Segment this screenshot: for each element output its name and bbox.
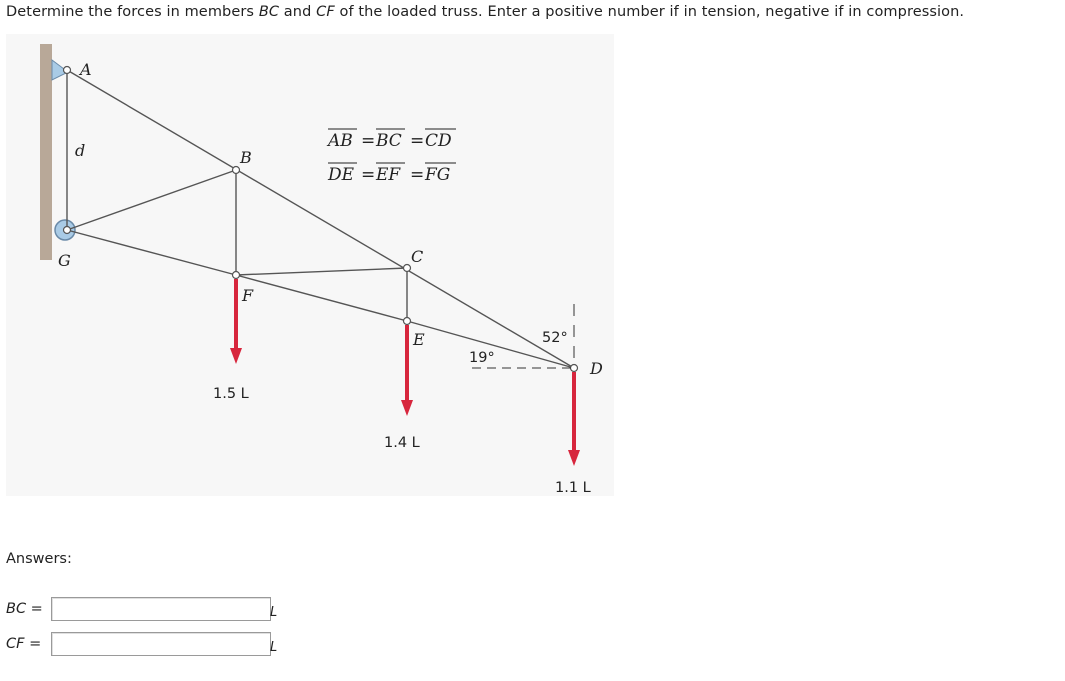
eq2-b: EF — [376, 165, 401, 185]
load-label-f: 1.5 L — [213, 386, 249, 402]
eq2-a: DE — [328, 165, 355, 185]
question-text — [6, 4, 964, 20]
answer-unit-bc: L — [270, 605, 278, 620]
joint-a — [64, 67, 71, 74]
angle-19-label: 19° — [469, 350, 495, 366]
member-cf — [236, 268, 407, 275]
eq1-b: BC — [376, 131, 402, 151]
eq2-c: FG — [425, 165, 451, 185]
label-d: D — [590, 359, 603, 378]
answer-label-cf — [6, 636, 41, 652]
truss-diagram — [6, 34, 614, 496]
question-part: and — [279, 4, 317, 20]
answer-input-cf[interactable] — [51, 632, 271, 656]
answer-label-equals: = — [24, 636, 42, 652]
label-a: A — [80, 60, 92, 79]
member-gf — [67, 230, 236, 275]
answer-unit-cf: L — [270, 640, 278, 655]
eq1-equals-2: = — [410, 131, 425, 151]
label-b: B — [240, 148, 252, 167]
eq1-c: CD — [425, 131, 452, 151]
label-c: C — [411, 247, 424, 266]
answer-input-bc[interactable] — [51, 597, 271, 621]
answers-heading: Answers: — [6, 551, 72, 567]
wall — [40, 44, 52, 260]
question-part: Determine the forces in members — [6, 4, 259, 20]
truss-figure — [6, 34, 614, 496]
answer-label-equals: = — [26, 601, 43, 617]
answer-label-text: CF — [6, 636, 25, 652]
member-fe — [236, 275, 407, 321]
eq2-equals-2: = — [410, 165, 425, 185]
label-e: E — [413, 330, 425, 349]
joint-f — [233, 272, 240, 279]
label-d-dimension: d — [75, 141, 86, 160]
angle-52-label: 52° — [542, 330, 568, 346]
member-bc-ref: BC — [258, 4, 280, 20]
joint-g — [64, 227, 71, 234]
answer-label-bc — [6, 601, 43, 617]
member-cf-ref: CF — [316, 4, 335, 20]
joint-labels — [58, 60, 603, 378]
load-label-d: 1.1 L — [555, 480, 591, 496]
label-f: F — [242, 286, 254, 305]
truss-members — [67, 70, 574, 368]
joint-e — [404, 318, 411, 325]
joint-d — [571, 365, 578, 372]
question-part: of the loaded truss. Enter a positive number if in tension, negative if in compression. — [334, 4, 965, 20]
joint-c — [404, 265, 411, 272]
load-arrowhead-d — [568, 450, 580, 466]
label-g: G — [58, 251, 71, 270]
eq1-a: AB — [328, 131, 353, 151]
member-abcd — [67, 70, 574, 368]
joint-b — [233, 167, 240, 174]
load-label-e: 1.4 L — [384, 435, 420, 451]
eq2-equals-1: = — [361, 165, 376, 185]
eq1-equals-1: = — [361, 131, 376, 151]
answer-label-text: BC — [6, 601, 27, 617]
equal-length-equations — [326, 131, 452, 185]
load-arrowhead-f — [230, 348, 242, 364]
member-gb — [67, 170, 236, 230]
load-arrowhead-e — [401, 400, 413, 416]
